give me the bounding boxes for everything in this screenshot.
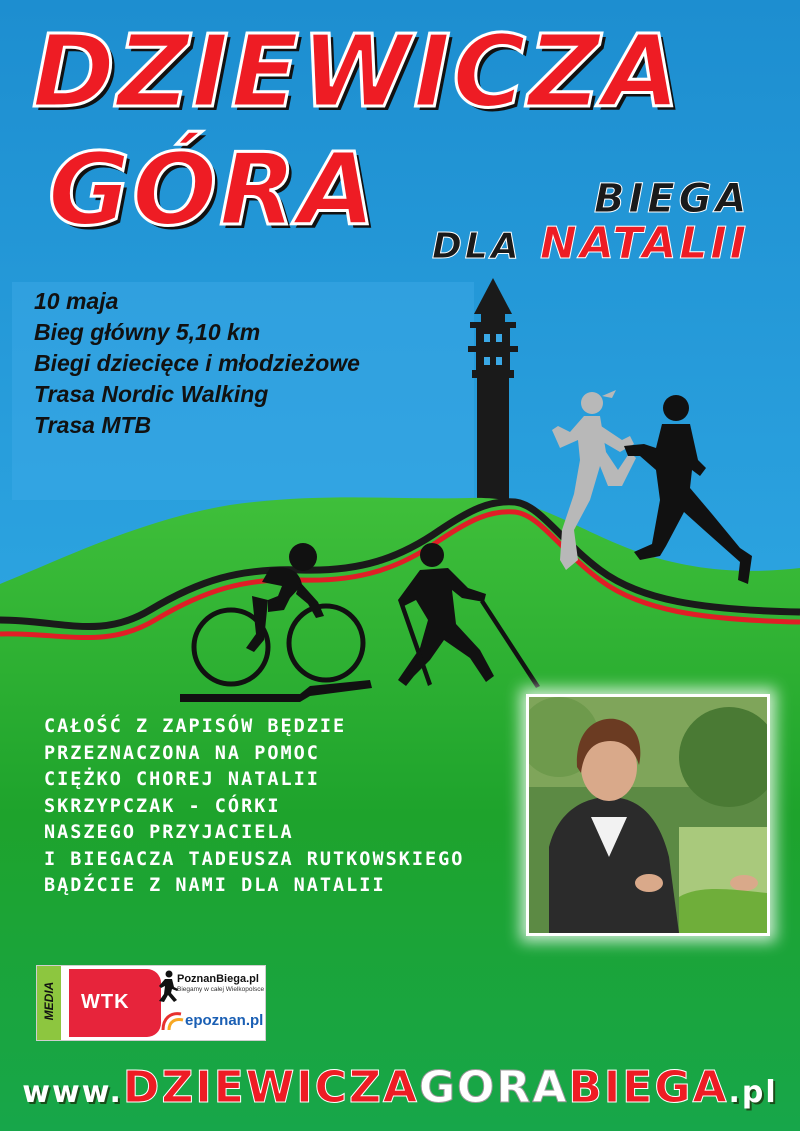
event-info bbox=[34, 286, 360, 441]
url-part-biega: BIEGA bbox=[568, 1062, 729, 1113]
title-line2: GÓRA bbox=[48, 131, 378, 248]
url-part-dziewicza: DZIEWICZA bbox=[122, 1062, 419, 1113]
title-line1: DZIEWICZA bbox=[32, 13, 682, 130]
epoznan-icon bbox=[161, 1010, 185, 1032]
wtk-logo bbox=[69, 969, 161, 1037]
natalia-photo bbox=[526, 694, 770, 936]
message-line: NASZEGO PRZYJACIELA bbox=[44, 822, 294, 843]
message-line: I BIEGACZA TADEUSZA RUTKOWSKIEGO bbox=[44, 848, 465, 870]
website-url[interactable] bbox=[0, 1062, 800, 1113]
event-nordic-walking: Trasa Nordic Walking bbox=[34, 381, 269, 407]
charity-message bbox=[44, 714, 464, 900]
event-date: 10 maja bbox=[34, 288, 119, 314]
subtitle-natalii: NATALII bbox=[540, 218, 750, 269]
media-partners bbox=[36, 965, 266, 1041]
event-kids-runs: Biegi dziecięce i młodzieżowe bbox=[34, 350, 360, 376]
url-prefix: www. bbox=[22, 1075, 123, 1110]
event-main-run: Bieg główny 5,10 km bbox=[34, 319, 261, 345]
subtitle-dla: DLA bbox=[432, 226, 522, 267]
message-line: CIĘŻKO CHOREJ NATALII bbox=[44, 769, 320, 790]
media-label: MEDIA bbox=[42, 981, 56, 1021]
poznanbiega-logo: PoznanBiega.pl bbox=[177, 973, 259, 985]
runner-icon bbox=[155, 970, 179, 1004]
message-line: BĄDŹCIE Z NAMI DLA NATALII bbox=[44, 875, 386, 896]
subtitle-biega: BIEGA bbox=[594, 176, 751, 222]
message-line: CAŁOŚĆ Z ZAPISÓW BĘDZIE bbox=[44, 716, 347, 737]
epoznan-logo: epoznan.pl bbox=[185, 1012, 264, 1029]
portrait-illustration bbox=[529, 697, 767, 933]
event-mtb: Trasa MTB bbox=[34, 412, 152, 438]
message-line: SKRZYPCZAK - CÓRKI bbox=[44, 795, 281, 817]
poznanbiega-tagline: Biegamy w całej Wielkopolsce bbox=[177, 986, 265, 993]
url-suffix: .pl bbox=[728, 1075, 778, 1110]
wtk-logo-text: WTK bbox=[81, 991, 130, 1013]
url-part-gora: GORA bbox=[418, 1062, 569, 1113]
message-line: PRZEZNACZONA NA POMOC bbox=[44, 742, 320, 764]
